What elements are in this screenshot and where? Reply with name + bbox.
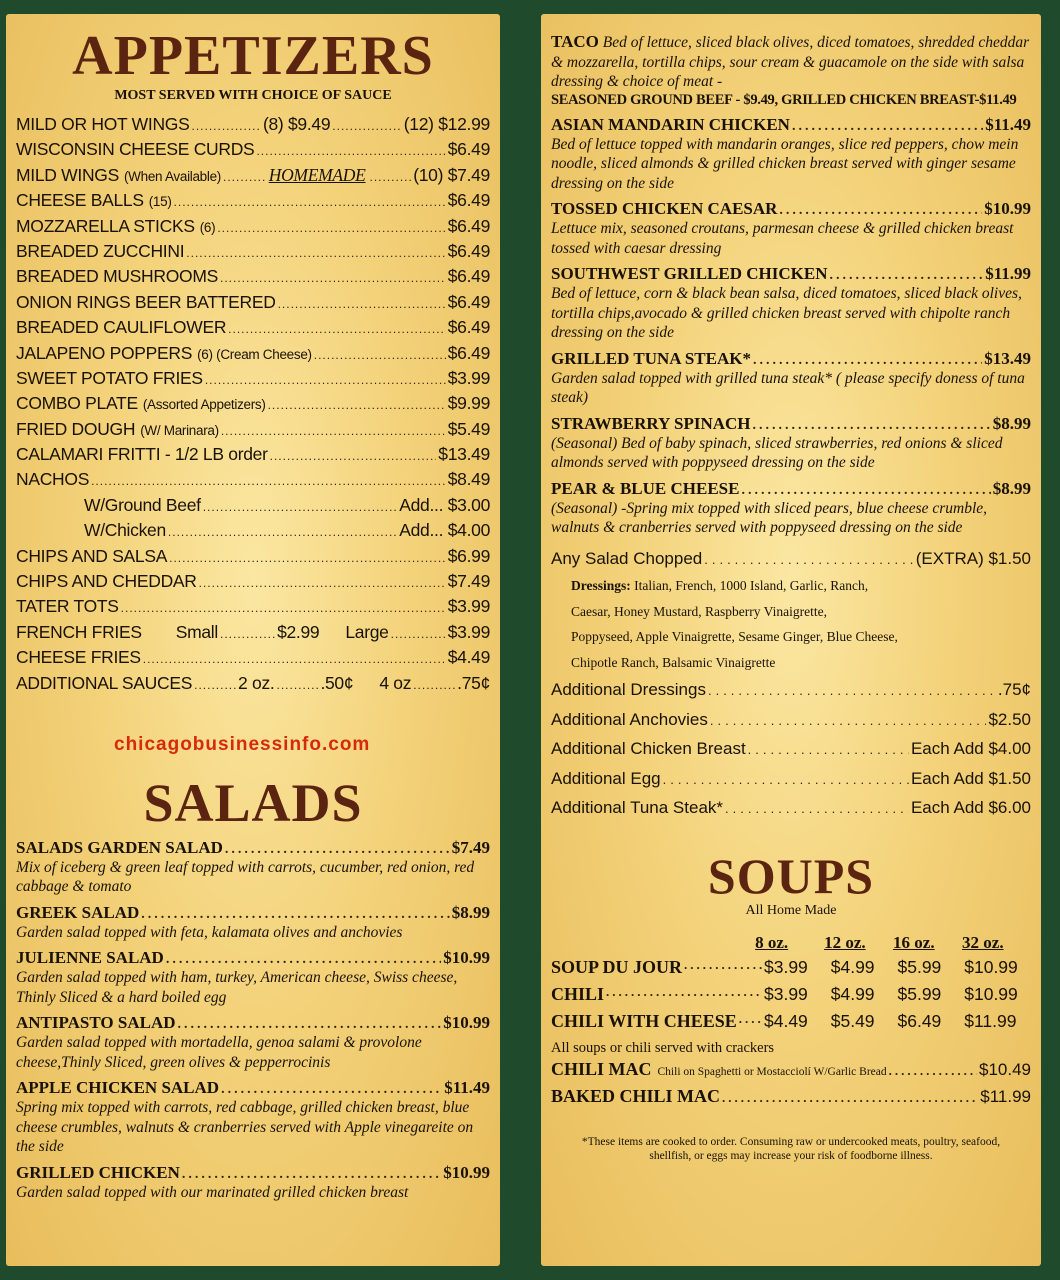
- appetizer-price: (12) $12.99: [403, 114, 490, 134]
- extra-price: Each Add $4.00: [910, 739, 1031, 759]
- appetizer-price: $6.49: [447, 139, 490, 160]
- soup-price: $4.99: [830, 957, 875, 978]
- salad-item-name: SALADS GARDEN SALAD: [16, 837, 223, 857]
- appetizer-price: $3.99: [447, 596, 490, 617]
- appetizer-row: [16, 366, 490, 391]
- appetizers-title: APPETIZERS: [72, 25, 434, 87]
- leader-dots: [792, 119, 983, 135]
- appetizer-row: [16, 137, 490, 162]
- leader-dots: [221, 1082, 442, 1098]
- leader-dots: [194, 673, 236, 698]
- soup-price: $4.99: [830, 984, 875, 1005]
- appetizer-row: [16, 594, 490, 619]
- baked-chili-mac-name: BAKED CHILI MAC: [551, 1086, 721, 1107]
- appetizer-mid: (8) $9.49: [262, 114, 331, 134]
- appetizer-price: $13.49: [438, 444, 490, 465]
- dressings-line: Chipotle Ranch, Balsamic Vinaigrette: [571, 654, 776, 670]
- appetizers-list: [16, 112, 490, 696]
- salad-item-header: [16, 1163, 490, 1183]
- appetizer-row: [16, 239, 490, 264]
- salad-item: [16, 1163, 490, 1203]
- appetizer-name: BREADED ZUCCHINI: [16, 240, 185, 261]
- appetizer-row: [16, 569, 490, 594]
- soup-size-header: [551, 933, 1031, 957]
- leader-dots: [220, 266, 446, 291]
- appetizer-price: .75¢: [457, 672, 491, 693]
- soup-row: [551, 1011, 1031, 1038]
- chopped-price: (EXTRA) $1.50: [915, 548, 1031, 568]
- leader-dots: [413, 673, 455, 698]
- leader-dots: [182, 1167, 441, 1183]
- salad-item-name: ASIAN MANDARIN CHICKEN: [551, 114, 790, 134]
- salad-item-desc: Mix of iceberg & green leaf topped with carrots, cucumber, red onion, red cabbage & tomato: [16, 858, 475, 896]
- extra-price: .75¢: [997, 680, 1031, 700]
- salad-item-name: PEAR & BLUE CHEESE: [551, 478, 740, 498]
- appetizer-size-label: Large: [345, 621, 389, 642]
- salad-item-price: $7.49: [451, 837, 490, 857]
- appetizer-name: CHEESE BALLS: [16, 190, 144, 211]
- leader-dots: [606, 984, 762, 1005]
- salad-item-price: $11.49: [985, 114, 1031, 134]
- appetizer-row: [16, 467, 490, 492]
- salad-item-name: SOUTHWEST GRILLED CHICKEN: [551, 264, 828, 283]
- leader-dots: [220, 622, 275, 647]
- leader-dots: [277, 673, 319, 698]
- appetizer-price: $7.49: [447, 571, 490, 592]
- size-label: 12 oz.: [824, 933, 866, 953]
- soup-lead: [551, 984, 764, 1005]
- appetizer-price: $6.49: [447, 317, 490, 338]
- extra-name: Additional Egg: [551, 768, 661, 788]
- extra-row: [551, 764, 1031, 794]
- salad-item: [551, 115, 1031, 194]
- salad-item: [16, 1013, 490, 1072]
- salad-item-header: [551, 414, 1031, 434]
- dressings-line: Caesar, Honey Mustard, Raspberry Vinaigrette,: [571, 603, 827, 619]
- taco-prices: SEASONED GROUND BEEF - $9.49, GRILLED CHICKEN BREAST-$11.49: [551, 91, 1017, 108]
- leader-dots: [725, 794, 909, 824]
- dressings-block: [551, 573, 1031, 675]
- appetizer-note: (Assorted Appetizers): [142, 397, 266, 413]
- extra-name: Additional Chicken Breast: [551, 739, 746, 759]
- appetizer-note: (15): [148, 194, 172, 210]
- appetizer-name: NACHOS: [16, 469, 90, 490]
- appetizer-price: $6.49: [447, 342, 490, 363]
- salad-item: [16, 838, 490, 897]
- leader-dots: [186, 241, 445, 266]
- leader-dots: [217, 216, 445, 241]
- extra-row: [551, 734, 1031, 764]
- size-label: 32 oz.: [962, 933, 1004, 953]
- salad-item-price: $11.99: [985, 264, 1031, 283]
- soup-price: $5.99: [897, 984, 942, 1005]
- soups-note: All soups or chili served with crackers: [551, 1040, 775, 1057]
- appetizer-row: [16, 518, 490, 543]
- soup-price: $10.99: [964, 984, 1018, 1005]
- salad-item-header: [16, 838, 490, 858]
- appetizer-row: [16, 620, 490, 645]
- salad-item-header: [16, 1078, 490, 1098]
- appetizer-name: ADDITIONAL SAUCES: [16, 672, 193, 693]
- appetizer-name: SWEET POTATO FRIES: [16, 367, 203, 388]
- soup-name: CHILI WITH CHEESE: [551, 1011, 737, 1032]
- salad-item: [16, 1078, 490, 1157]
- baked-chili-mac-row: [551, 1086, 1031, 1113]
- leader-dots: [141, 907, 449, 923]
- appetizer-price: (10) $7.49: [413, 164, 490, 185]
- salad-item-name: GREEK SALAD: [16, 902, 140, 922]
- salad-item-price: $10.99: [443, 1013, 490, 1033]
- leader-dots: [205, 368, 446, 393]
- leader-dots: [203, 495, 398, 520]
- right-menu-panel: [541, 14, 1041, 1266]
- leader-dots: [748, 735, 909, 765]
- appetizer-name: TATER TOTS: [16, 596, 119, 617]
- appetizer-price: $6.99: [447, 545, 490, 566]
- appetizer-price: $6.49: [447, 190, 490, 211]
- salad-item-header: [551, 264, 1031, 284]
- leader-dots: [91, 469, 446, 494]
- soup-price: $3.99: [764, 984, 808, 1005]
- taco-desc: Bed of lettuce, sliced black olives, diced tomatoes, shredded cheddar & mozzarella, tortilla chips, sour cream & guacamole on the side with salsa dressing & choice of meat -: [551, 34, 1030, 90]
- soup-row: [551, 957, 1031, 984]
- extra-price: $2.50: [988, 709, 1031, 729]
- extra-name: Additional Anchovies: [551, 709, 708, 729]
- appetizer-row: [16, 442, 490, 467]
- extra-name: Additional Tuna Steak*: [551, 798, 724, 818]
- soup-lead: [551, 957, 764, 978]
- salad-item: [551, 414, 1031, 473]
- leader-dots: [391, 622, 446, 647]
- dressings-line: Poppyseed, Apple Vinaigrette, Sesame Ginger, Blue Cheese,: [571, 629, 898, 645]
- salad-item-price: $8.99: [992, 478, 1031, 498]
- salad-item-desc: Garden salad topped with ham, turkey, American cheese, Swiss cheese, Thinly Sliced & a hard boiled egg: [16, 969, 458, 1006]
- appetizer-row: [16, 163, 490, 188]
- chili-mac-name: CHILI MAC: [551, 1059, 652, 1080]
- leader-dots: [256, 139, 445, 164]
- salad-item-desc: Garden salad topped with grilled tuna steak* ( please specify doness of tuna steak): [551, 369, 1025, 406]
- appetizers-subtitle: MOST SERVED WITH CHOICE OF SAUCE: [114, 88, 392, 103]
- appetizer-name: CHIPS AND CHEDDAR: [16, 571, 197, 592]
- leader-dots: [174, 190, 446, 215]
- salad-item: [16, 903, 490, 943]
- extra-row: [551, 793, 1031, 823]
- soups-subtitle: All Home Made: [745, 903, 837, 919]
- salads-list: [16, 838, 490, 1203]
- soup-price: $6.49: [897, 1011, 942, 1032]
- extra-price: Each Add $6.00: [910, 798, 1031, 818]
- appetizer-row: [16, 493, 490, 518]
- leader-dots: [684, 957, 762, 978]
- appetizer-name: BREADED MUSHROOMS: [16, 266, 219, 287]
- soup-name: SOUP DU JOUR: [551, 957, 683, 978]
- appetizer-row: [16, 671, 490, 696]
- leader-dots: [753, 353, 982, 369]
- appetizer-price: $4.49: [447, 647, 490, 668]
- salad-item-desc: Garden salad topped with our marinated grilled chicken breast: [16, 1183, 409, 1201]
- appetizer-row: [16, 290, 490, 315]
- salad-item-price: $13.49: [984, 348, 1031, 368]
- salad-item-price: $11.49: [444, 1078, 490, 1098]
- appetizer-price: $3.99: [447, 367, 490, 388]
- appetizer-row: [16, 391, 490, 416]
- appetizer-price: Add... $3.00: [399, 494, 490, 515]
- leader-dots: [121, 596, 446, 621]
- appetizer-price: $6.49: [447, 291, 490, 312]
- appetizer-note: (W/ Marinara): [140, 422, 219, 438]
- soup-row: [551, 984, 1031, 1011]
- salad-item-header: [551, 115, 1031, 135]
- appetizer-name: CALAMARI FRITTI - 1/2 LB order: [16, 444, 268, 465]
- leader-dots: [169, 546, 446, 571]
- baked-chili-mac-price: $11.99: [980, 1087, 1031, 1107]
- salad-item-name: ANTIPASTO SALAD: [16, 1013, 176, 1033]
- soup-list: [551, 957, 1031, 1038]
- appetizer-row: [16, 188, 490, 213]
- appetizer-row: [16, 544, 490, 569]
- extras-list: [551, 675, 1031, 823]
- appetizer-name: W/Ground Beef: [84, 494, 201, 515]
- leader-dots: [278, 292, 446, 317]
- salad-item-name: GRILLED CHICKEN: [16, 1162, 180, 1182]
- leader-dots: [221, 419, 446, 444]
- leader-dots: [663, 765, 909, 795]
- appetizer-price: Add... $4.00: [399, 520, 490, 541]
- leader-dots: [268, 393, 446, 418]
- salad-item-desc: Bed of lettuce, corn & black bean salsa, diced tomatoes, sliced black olives, tortilla chips,avocado & grilled chicken breast served with chipolte ranch dressing on the side: [551, 285, 1022, 341]
- appetizer-name: BREADED CAULIFLOWER: [16, 317, 227, 338]
- appetizer-row: [16, 417, 490, 442]
- taco-item: [551, 32, 1031, 109]
- salad-item-desc: (Seasonal) -Spring mix topped with sliced pears, blue cheese crumble, walnuts & cranberries served with poppyseed dressing on the side: [551, 499, 988, 536]
- soup-lead: [551, 1011, 764, 1032]
- appetizer-price: $3.99: [447, 621, 490, 642]
- leader-dots: [270, 444, 437, 469]
- salad-item-header: [16, 903, 490, 923]
- leader-dots: [332, 114, 401, 139]
- salad-item-desc: (Seasonal) Bed of baby spinach, sliced strawberries, red onions & sliced almonds served with poppyseed dressing on the side: [551, 434, 1003, 471]
- leader-dots: [168, 520, 397, 545]
- appetizer-name: COMBO PLATE: [16, 393, 138, 414]
- appetizer-price: $6.49: [447, 240, 490, 261]
- salad-item-header: [551, 349, 1031, 369]
- salad-item-desc: Bed of lettuce topped with mandarin oranges, slice red peppers, chow mein noodle, sliced almonds & grilled chicken breast served with ginger sesame dressing on the side: [551, 135, 1019, 192]
- salad-item-header: [16, 948, 490, 968]
- appetizer-row: [16, 112, 490, 137]
- leader-dots: [741, 483, 990, 499]
- extra-row: [551, 675, 1031, 705]
- salad-item-name: APPLE CHICKEN SALAD: [16, 1078, 220, 1098]
- soup-name: CHILI: [551, 984, 605, 1005]
- salad-item-price: $10.99: [984, 199, 1031, 218]
- salad-item-desc: Garden salad topped with feta, kalamata olives and anchovies: [16, 923, 403, 941]
- leader-dots: [166, 952, 441, 968]
- salad-item-name: STRAWBERRY SPINACH: [551, 413, 751, 433]
- appetizer-price: $5.49: [447, 418, 490, 439]
- leader-dots: [225, 842, 450, 858]
- salad-item-name: JULIENNE SALAD: [16, 948, 164, 968]
- salad-item-name: GRILLED TUNA STEAK*: [551, 348, 751, 368]
- size-label: 8 oz.: [755, 933, 789, 953]
- appetizer-name: CHEESE FRIES: [16, 647, 141, 668]
- salad-item-price: $8.99: [992, 413, 1031, 433]
- salad-item: [551, 479, 1031, 538]
- leader-dots: [314, 343, 446, 368]
- chili-mac-price: $10.49: [979, 1060, 1031, 1080]
- appetizer-name: ONION RINGS BEER BATTERED: [16, 291, 276, 312]
- left-menu-panel: [6, 14, 500, 1266]
- appetizer-name: W/Chicken: [84, 520, 166, 541]
- salad-item-desc: Garden salad topped with mortadella, genoa salami & provolone cheese,Thinly Sliced, green olives & pepperrocinis: [16, 1034, 422, 1071]
- leader-dots: [753, 418, 991, 434]
- appetizer-row: [16, 645, 490, 670]
- appetizer-price: $8.49: [447, 469, 490, 490]
- salad-item-name: TOSSED CHICKEN CAESAR: [551, 199, 778, 218]
- appetizer-name: MOZZARELLA STICKS: [16, 215, 195, 236]
- salad-item: [551, 264, 1031, 343]
- dressings-label: Dressings:: [571, 578, 631, 594]
- salad-item-header: [551, 479, 1031, 499]
- salad-item-desc: Spring mix topped with carrots, red cabbage, grilled chicken breast, blue cheese crumbles, walnuts & cranberries served with Apple vinegareite on the side: [16, 1099, 474, 1156]
- appetizer-row: [16, 315, 490, 340]
- appetizer-size-label: 4 oz: [379, 672, 412, 693]
- salad-item-header: [551, 199, 1031, 219]
- leader-dots: [199, 571, 446, 596]
- appetizer-name: MILD WINGS: [16, 164, 119, 185]
- salad-item: [551, 349, 1031, 408]
- right-salads-list: [551, 115, 1031, 538]
- soups-title: SOUPS: [707, 848, 875, 905]
- appetizer-row: [16, 264, 490, 289]
- appetizer-name: FRENCH FRIES: [16, 621, 142, 642]
- appetizer-mid: .50¢: [320, 672, 354, 693]
- soup-price: $5.49: [830, 1011, 875, 1032]
- chili-mac-row: [551, 1059, 1031, 1086]
- appetizer-price: $6.49: [447, 215, 490, 236]
- footnote: *These items are cooked to order. Consuming raw or undercooked meats, poultry, seafood, shellfish, or eggs may increase your risk of foodborne illness.: [581, 1136, 1001, 1163]
- salad-item-header: [16, 1013, 490, 1033]
- appetizer-row: [16, 214, 490, 239]
- chili-mac-note: Chili on Spaghetti or Mostacciolí W/Garlic Bread: [657, 1066, 887, 1079]
- chopped-row: [551, 544, 1031, 574]
- appetizer-size-label: Small: [175, 621, 218, 642]
- chopped-name: Any Salad Chopped: [551, 548, 703, 568]
- soup-price: $10.99: [964, 957, 1018, 978]
- appetizer-note: (6): [199, 219, 216, 235]
- leader-dots: [228, 317, 446, 342]
- leader-dots: [223, 165, 265, 190]
- salad-item-price: $10.99: [443, 948, 490, 968]
- salad-item: [16, 948, 490, 1007]
- appetizer-note: (6) (Cream Cheese): [197, 346, 312, 362]
- salad-item-price: $8.99: [451, 902, 490, 922]
- appetizer-name: JALAPENO POPPERS: [16, 342, 193, 363]
- salads-title: SALADS: [143, 772, 363, 833]
- appetizer-note: (When Available): [123, 168, 221, 184]
- appetizer-name: MILD OR HOT WINGS: [16, 114, 190, 134]
- leader-dots: [143, 647, 446, 672]
- leader-dots: [829, 268, 983, 284]
- salad-item-price: $10.99: [443, 1162, 490, 1182]
- leader-dots: [710, 706, 987, 736]
- soup-price: $11.99: [964, 1011, 1017, 1032]
- extra-name: Additional Dressings: [551, 680, 706, 700]
- appetizer-price: $9.99: [447, 393, 490, 414]
- appetizer-mid: HOMEMADE: [268, 164, 366, 185]
- appetizer-name: FRIED DOUGH: [16, 418, 136, 439]
- appetizer-mid: 2 oz.: [238, 672, 275, 693]
- extra-price: Each Add $1.50: [910, 768, 1031, 788]
- leader-dots: [779, 203, 982, 219]
- dressings-line: Italian, French, 1000 Island, Garlic, Ranch,: [634, 578, 869, 594]
- watermark: chicagobusinessinfo.com: [114, 733, 371, 755]
- appetizer-row: [16, 341, 490, 366]
- salad-item-desc: Lettuce mix, seasoned croutans, parmesan cheese & grilled chicken breast tossed with caesar dressing: [551, 220, 1014, 257]
- size-label: 16 oz.: [893, 933, 935, 953]
- leader-dots: [178, 1017, 442, 1033]
- soup-price: $4.49: [764, 1011, 808, 1032]
- appetizer-name: WISCONSIN CHEESE CURDS: [16, 139, 255, 160]
- leader-dots: [708, 676, 996, 706]
- leader-dots: [739, 1011, 762, 1032]
- soup-price: $5.99: [897, 957, 942, 978]
- salad-item: [551, 199, 1031, 258]
- leader-dots: [369, 165, 411, 190]
- extra-row: [551, 705, 1031, 735]
- leader-dots: [191, 114, 260, 139]
- appetizer-mid: $2.99: [277, 621, 320, 642]
- appetizer-price: $6.49: [447, 266, 490, 287]
- appetizer-name: CHIPS AND SALSA: [16, 545, 168, 566]
- taco-name: TACO: [551, 32, 599, 51]
- soup-price: $3.99: [764, 957, 808, 978]
